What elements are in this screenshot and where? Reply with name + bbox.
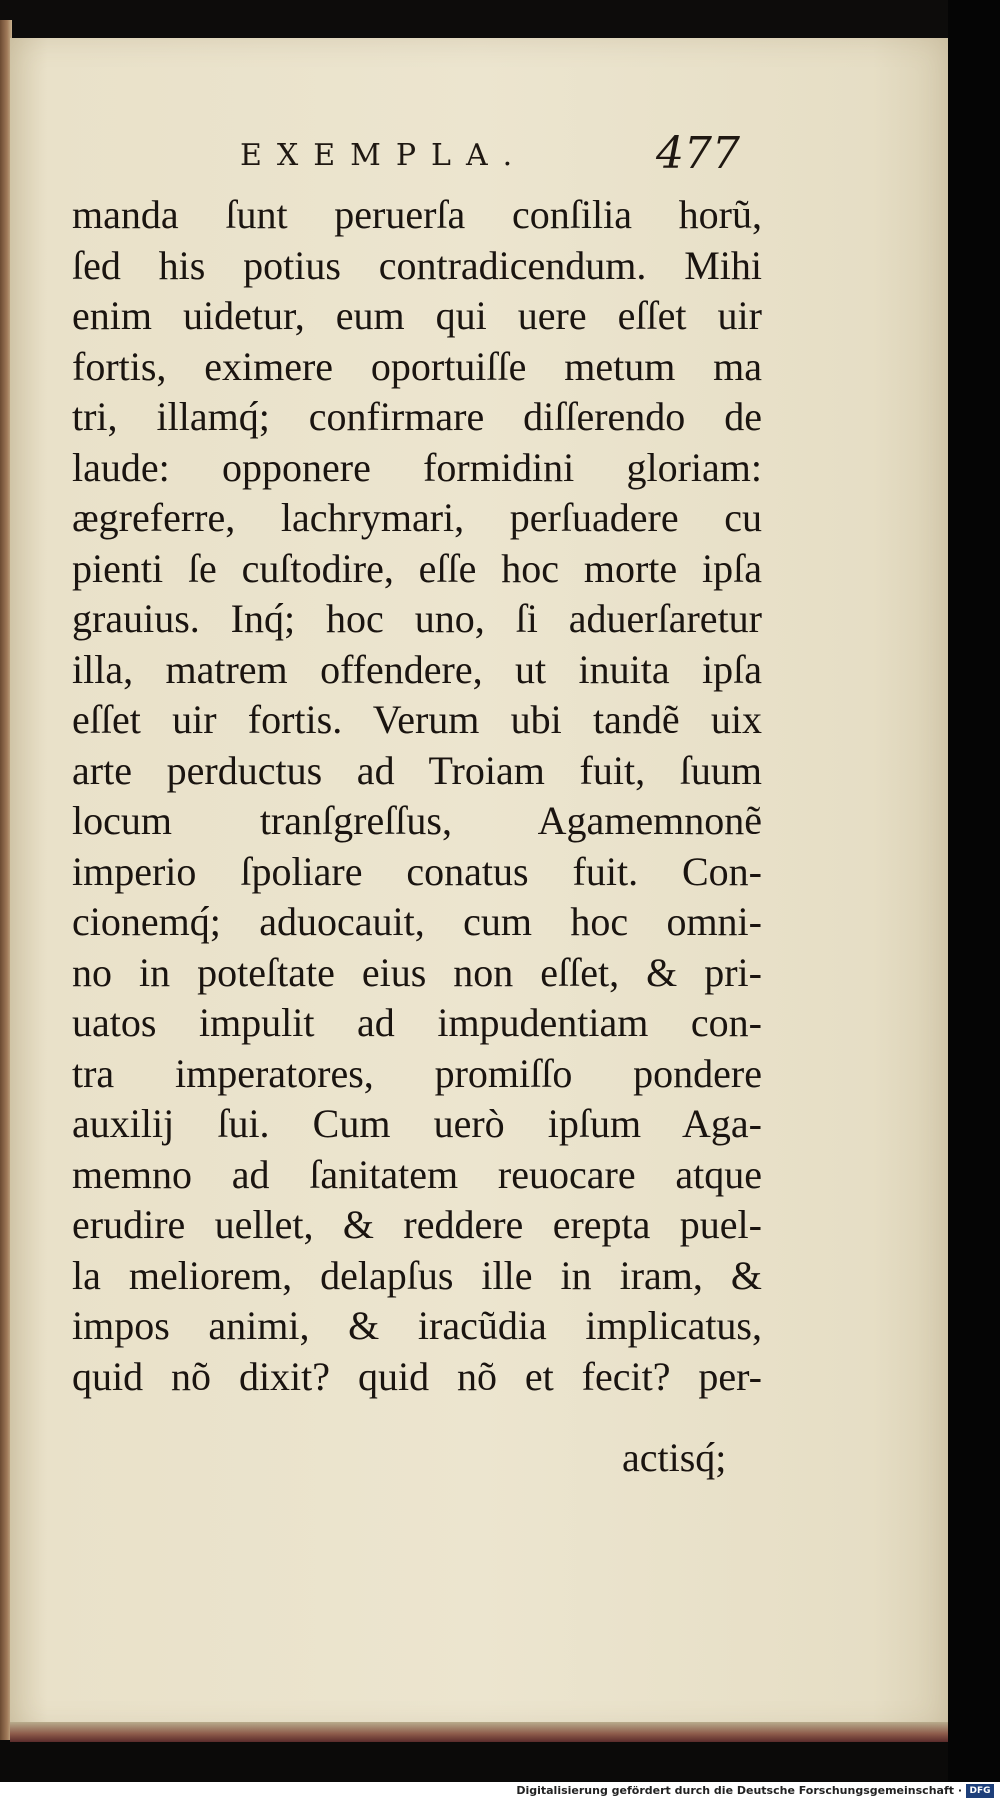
text-line: memno ad ſanitatem reuocare atque — [72, 1151, 762, 1197]
funding-credit: Digitalisierung gefördert durch die Deutsche Forschungsgemeinschaft · — [516, 1784, 962, 1797]
text-line: cionemq́; aduocauit, cum hoc omni- — [72, 899, 762, 944]
page-bottom-edge — [10, 1722, 948, 1742]
text-line: locum tranſgreſſus, Agamemnonẽ — [72, 798, 762, 843]
text-line: ſed his potius contradicendum. Mihi — [72, 242, 762, 288]
text-line: la meliorem, delapſus ille in iram, & — [72, 1252, 762, 1298]
dfg-logo-icon: DFG — [966, 1784, 994, 1798]
text-line: pienti ſe cuſtodire, eſſe hoc morte ipſa — [72, 545, 762, 591]
text-line: imperio ſpoliare conatus fuit. Con- — [72, 848, 762, 894]
running-head: EXEMPLA. — [240, 138, 528, 173]
text-line: auxilij ſui. Cum uerò ipſum Aga- — [72, 1101, 762, 1146]
text-line: illa, matrem offendere, ut inuita ipſa — [72, 646, 762, 692]
catchword: actisq́; — [622, 1435, 727, 1480]
scan-right-border — [948, 0, 1000, 1800]
body-text — [72, 190, 762, 1402]
text-line: arte perductus ad Troiam fuit, ſuum — [72, 747, 762, 793]
text-line: fortis, eximere oportuiſſe metum ma — [72, 343, 762, 389]
text-line: ægreferre, lachrymari, perſuadere cu — [72, 495, 762, 540]
text-line: grauius. Inq́; hoc uno, ſi aduerſaretur — [72, 596, 762, 641]
text-line: quid nõ dixit? quid nõ et fecit? per- — [72, 1353, 762, 1399]
text-line: manda ſunt peruerſa conſilia horũ, — [72, 192, 762, 237]
text-line: eſſet uir fortis. Verum ubi tandẽ uix — [72, 697, 762, 742]
scan-top-border — [0, 0, 1000, 40]
text-line: no in poteſtate eius non eſſet, & pri- — [72, 949, 762, 995]
text-line: tra imperatores, promiſſo pondere — [72, 1050, 762, 1096]
text-line: enim uidetur, eum qui uere eſſet uir — [72, 293, 762, 338]
text-line: impos animi, & iracũdia implicatus, — [72, 1303, 762, 1348]
text-line: tri, illamq́; confirmare diſſerendo de — [72, 394, 762, 439]
text-line: uatos impulit ad impudentiam con- — [72, 1000, 762, 1045]
text-line: laude: opponere formidini gloriam: — [72, 444, 762, 490]
page-number: 477 — [656, 128, 740, 179]
text-line: erudire uellet, & reddere erepta puel- — [72, 1202, 762, 1247]
